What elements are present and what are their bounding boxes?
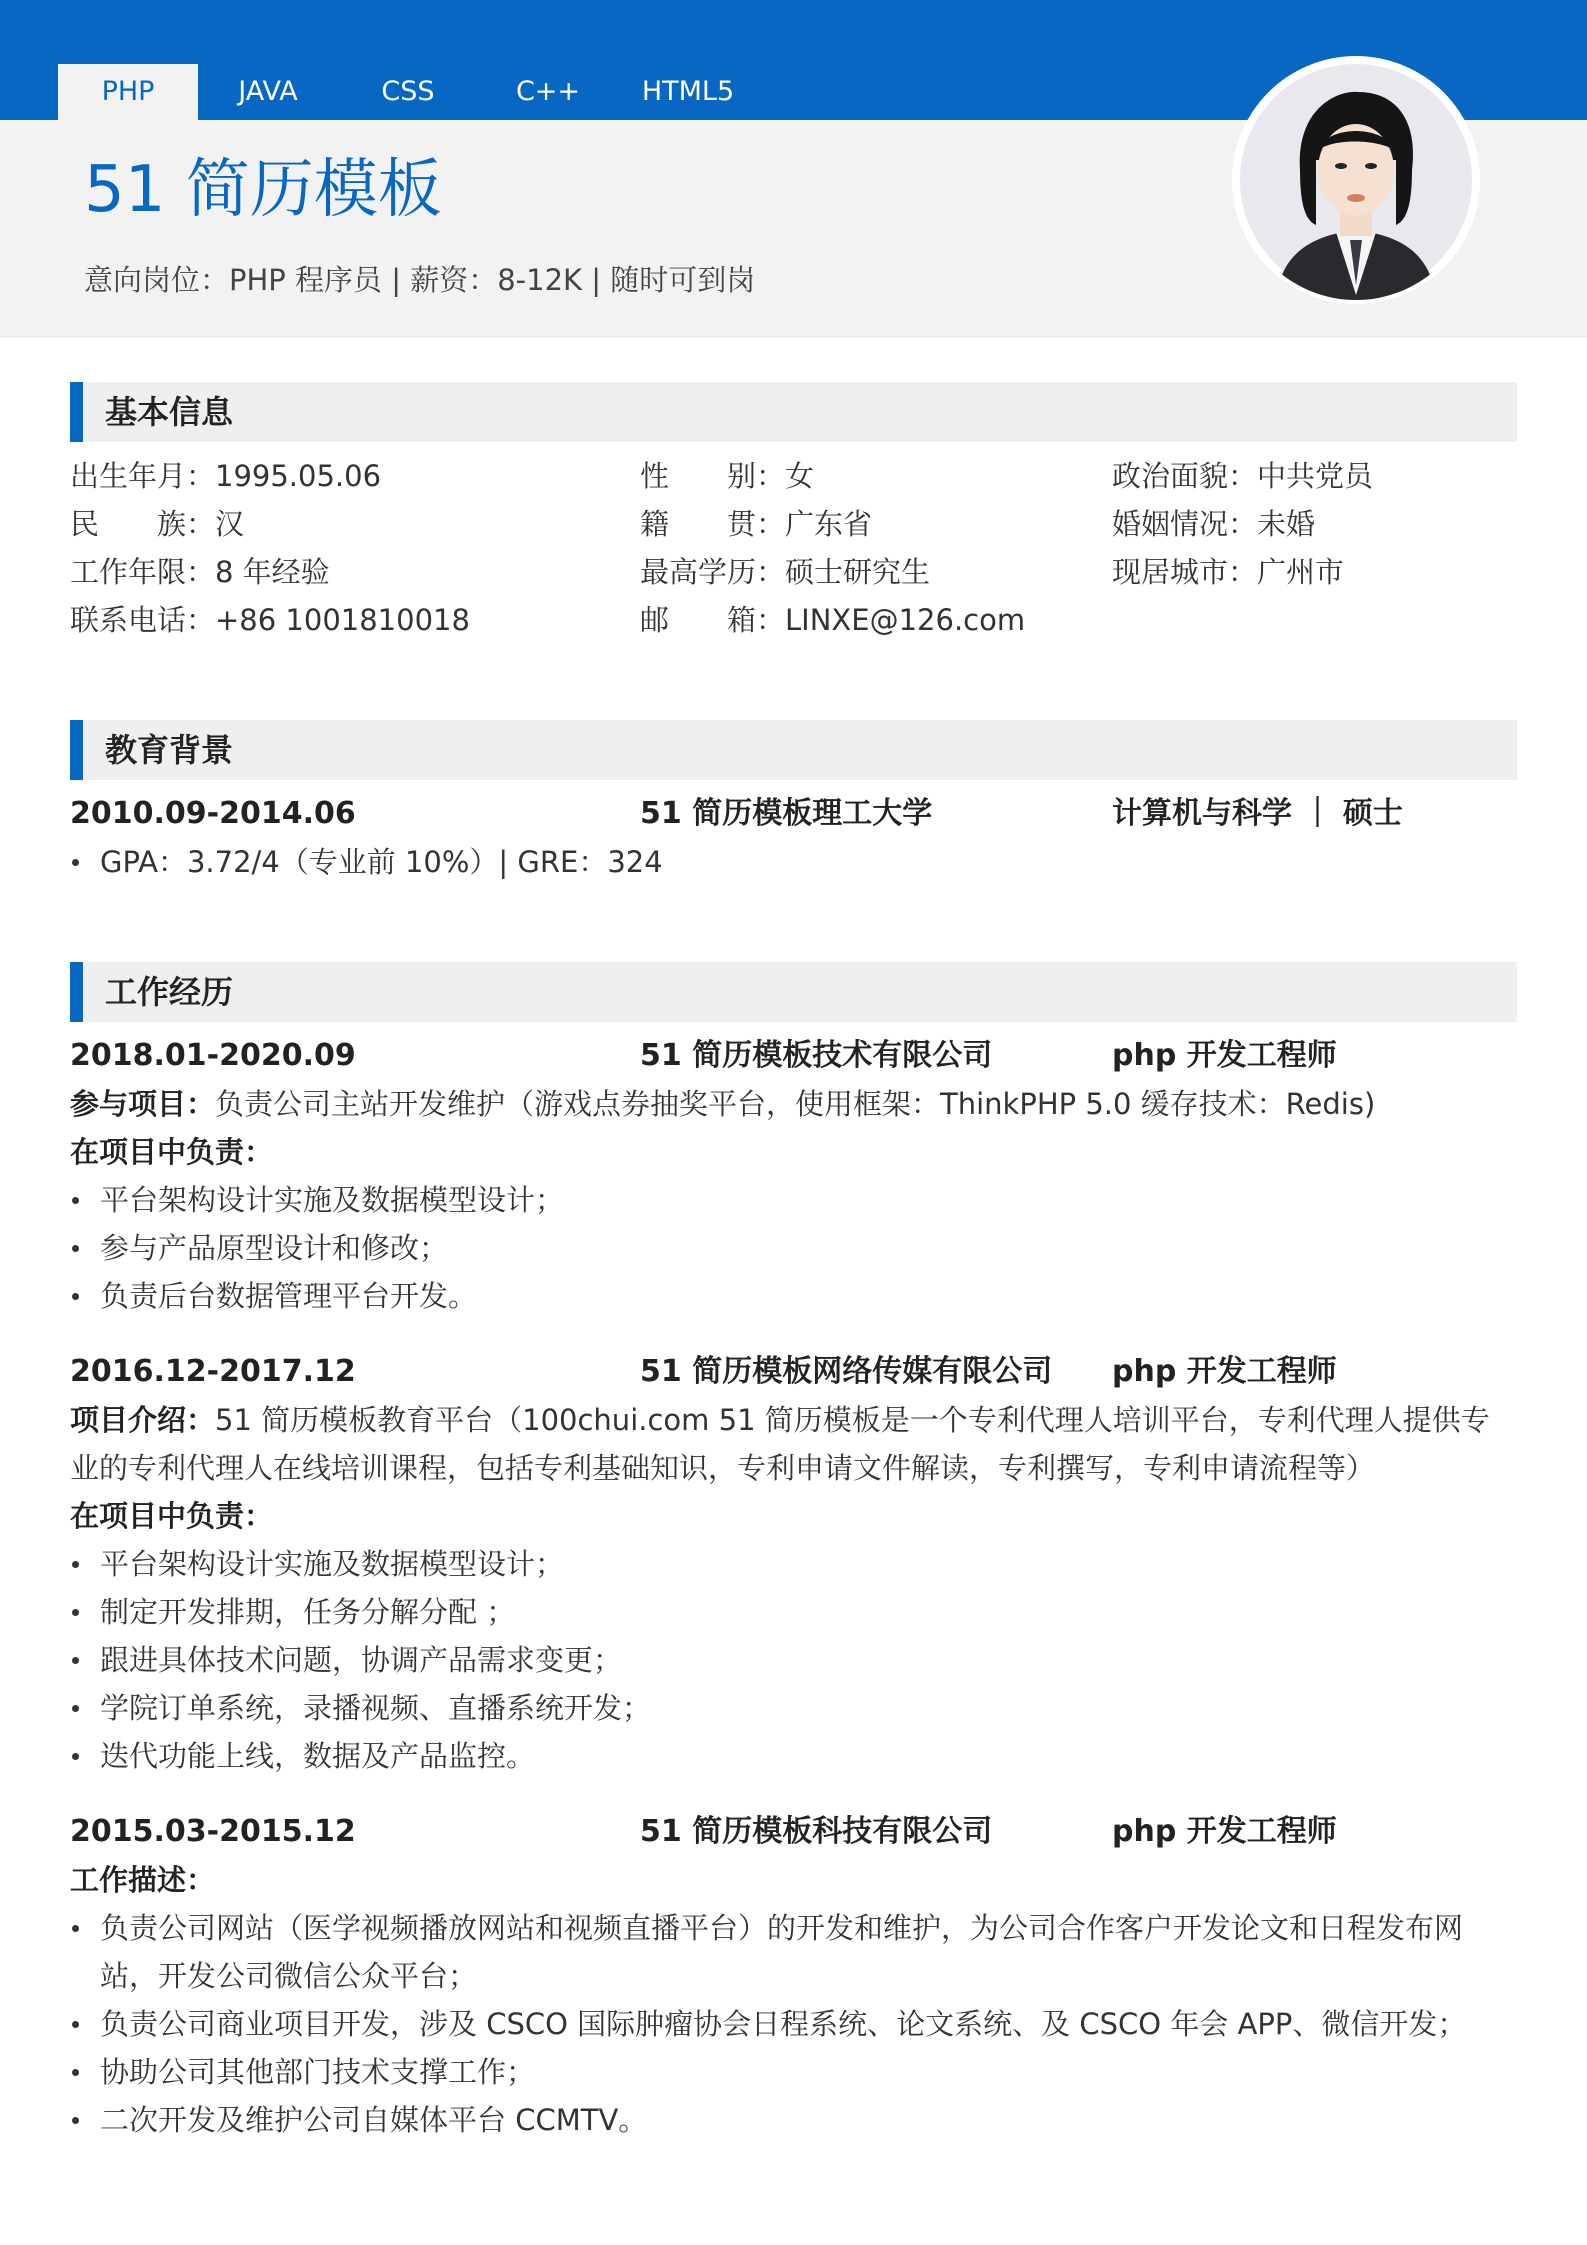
resume-name: 51 简历模板 <box>84 153 442 227</box>
description-label: 工作描述： <box>70 1863 216 1897</box>
section-work <box>70 962 1517 2144</box>
education-level: 最高学历：硕士研究生 <box>640 555 931 589</box>
avatar <box>1236 60 1476 300</box>
project-label: 参与项目： <box>70 1087 216 1121</box>
tab-java[interactable]: JAVA <box>238 76 298 107</box>
list-item: 负责后台数据管理平台开发。 <box>70 1272 1517 1320</box>
section-title <box>70 382 1517 442</box>
avatar-portrait <box>1236 60 1476 300</box>
job-entry <box>70 1808 1517 2144</box>
tab-php[interactable]: PHP <box>58 64 198 120</box>
info-row <box>70 500 1517 548</box>
section-basic-info <box>70 382 1517 644</box>
section-heading: 基本信息 <box>105 393 234 431</box>
company-name: 51 简历模板网络传媒有限公司 <box>640 1354 1053 1389</box>
section-heading: 工作经历 <box>105 973 234 1011</box>
work-years: 工作年限：8 年经验 <box>70 555 330 589</box>
job-role: php 开发工程师 <box>1112 1038 1337 1073</box>
section-title <box>70 720 1517 780</box>
responsibility-label-line <box>70 1492 1517 1540</box>
phone: 联系电话：+86 1001810018 <box>70 603 470 637</box>
job-period: 2018.01-2020.09 <box>70 1038 356 1073</box>
accent-bar <box>70 962 83 1022</box>
political-status: 政治面貌：中共党员 <box>1112 459 1374 493</box>
job-role: php 开发工程师 <box>1112 1814 1337 1849</box>
job-bullets <box>70 1540 1517 1780</box>
tab-cpp[interactable]: C++ <box>515 76 581 107</box>
native-place: 籍 贯：广东省 <box>640 507 873 541</box>
birth-date: 出生年月：1995.05.06 <box>70 459 382 493</box>
job-head <box>70 1808 1517 1856</box>
email: 邮 箱：LINXE@126.com <box>640 603 1026 637</box>
list-item: 平台架构设计实施及数据模型设计； <box>70 1176 1517 1224</box>
job-entry <box>70 1032 1517 1320</box>
gender: 性 别：女 <box>640 459 815 493</box>
education-period: 2010.09-2014.06 <box>70 796 356 831</box>
list-item: 协助公司其他部门技术支撑工作； <box>70 2048 1517 2096</box>
accent-bar <box>70 720 83 780</box>
company-name: 51 简历模板技术有限公司 <box>640 1038 993 1073</box>
list-item: 负责公司网站（医学视频播放网站和视频直播平台）的开发和维护，为公司合作客户开发论文和日程发布网站，开发公司微信公众平台； <box>70 1904 1517 2000</box>
project-text: 负责公司主站开发维护（游戏点券抽奖平台，使用框架：ThinkPHP 5.0 缓存技术：Redis) <box>215 1087 1376 1121</box>
list-item: 制定开发排期，任务分解分配 ； <box>70 1588 1517 1636</box>
project-text: 51 简历模板教育平台（100chui.com 51 简历模板是一个专利代理人培训平台，专利代理人提供专业的专利代理人在线培训课程，包括专利基础知识，专利申请文件解读，专利撰写，专利申请流程等） <box>70 1403 1490 1485</box>
current-city: 现居城市：广州市 <box>1112 555 1345 589</box>
job-role: php 开发工程师 <box>1112 1354 1337 1389</box>
section-education <box>70 720 1517 886</box>
project-line <box>70 1396 1517 1492</box>
job-bullets <box>70 1176 1517 1320</box>
education-entry-head <box>70 790 1517 838</box>
info-row <box>70 452 1517 500</box>
list-item: 二次开发及维护公司自媒体平台 CCMTV。 <box>70 2096 1517 2144</box>
list-item: 平台架构设计实施及数据模型设计； <box>70 1540 1517 1588</box>
responsibility-label: 在项目中负责： <box>70 1499 274 1533</box>
list-item: 学院订单系统，录播视频、直播系统开发； <box>70 1684 1517 1732</box>
description-label-line <box>70 1856 1517 1904</box>
accent-bar <box>70 382 83 442</box>
company-name: 51 简历模板科技有限公司 <box>640 1814 993 1849</box>
job-period: 2016.12-2017.12 <box>70 1354 356 1389</box>
job-head <box>70 1032 1517 1080</box>
skill-tabs <box>58 64 758 120</box>
info-row <box>70 548 1517 596</box>
responsibility-label-line <box>70 1128 1517 1176</box>
list-item: GPA：3.72/4（专业前 10%）| GRE：324 <box>70 838 1517 886</box>
tab-css[interactable]: CSS <box>381 76 435 107</box>
list-item: 参与产品原型设计和修改； <box>70 1224 1517 1272</box>
job-head <box>70 1348 1517 1396</box>
section-title <box>70 962 1517 1022</box>
basic-info-grid <box>70 452 1517 644</box>
job-entry <box>70 1348 1517 1780</box>
list-item: 跟进具体技术问题，协调产品需求变更； <box>70 1636 1517 1684</box>
responsibility-label: 在项目中负责： <box>70 1135 274 1169</box>
ethnicity: 民 族：汉 <box>70 507 245 541</box>
tab-html5[interactable]: HTML5 <box>641 76 735 107</box>
education-bullets <box>70 838 1517 886</box>
marital-status: 婚姻情况：未婚 <box>1112 507 1316 541</box>
list-item: 负责公司商业项目开发，涉及 CSCO 国际肿瘤协会日程系统、论文系统、及 CSCO 年会 APP、微信开发； <box>70 2000 1517 2048</box>
job-bullets <box>70 1904 1517 2144</box>
major-degree: 计算机与科学 ｜ 硕士 <box>1112 796 1403 831</box>
job-intent: 意向岗位：PHP 程序员 | 薪资：8-12K | 随时可到岗 <box>84 263 756 297</box>
list-item: 迭代功能上线，数据及产品监控。 <box>70 1732 1517 1780</box>
school-name: 51 简历模板理工大学 <box>640 796 933 831</box>
project-line <box>70 1080 1517 1128</box>
project-label: 项目介绍： <box>70 1403 216 1437</box>
info-row <box>70 596 1517 644</box>
job-period: 2015.03-2015.12 <box>70 1814 356 1849</box>
section-heading: 教育背景 <box>105 731 234 769</box>
